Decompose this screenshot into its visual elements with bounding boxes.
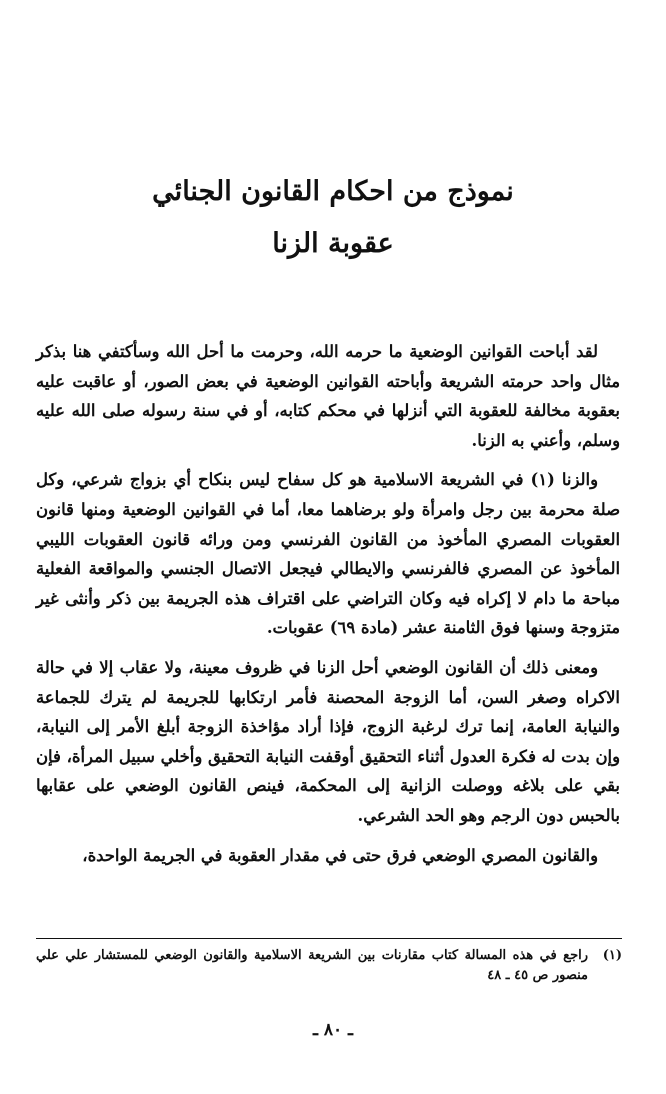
body-text — [36, 337, 620, 880]
footnote-divider — [36, 938, 622, 939]
footnote-marker: (١) — [602, 948, 622, 963]
section-subtitle: عقوبة الزنا — [272, 228, 394, 259]
paragraph-4: والقانون المصري الوضعي فرق حتى في مقدار العقوبة في الجريمة الواحدة، — [82, 845, 598, 865]
page-number: ـ ٨٠ ـ — [312, 1020, 354, 1040]
footnote — [36, 946, 622, 986]
paragraph-2: والزنا (١) في الشريعة الاسلامية هو كل سفاح ليس بنكاح أي بزواج شرعي، وكل صلة محرمة بين رجل وامرأة ولو برضاهما معا، أما في القوانين الوضعية ومنها قانون العقوبات المصري المأخوذ من القانون الفرنسي ومن ورائه قانون العقوبات الليبي المأخوذ عن المصري فالفرنسي والايطالي فيجعل الاتصال الجنسي والمواقعة الفعلية مباحة ما دام لا إكراه فيه وكان التراضي على اقتراف هذه الجريمة بين ذكر وأنثى غير متزوجة وسنها فوق الثامنة عشر (مادة ٦٩) عقوبات. — [36, 470, 620, 638]
footnote-text: راجع في هذه المسالة كتاب مقارنات بين الشريعة الاسلامية والقانون الوضعي للمستشار علي علي منصور ص ٤٥ ـ ٤٨ — [36, 948, 588, 983]
paragraph-3: ومعنى ذلك أن القانون الوضعي أحل الزنا في ظروف معينة، ولا عقاب إلا في حالة الاكراه وصغر السن، أما الزوجة المحصنة فأمر ارتكابها للجريمة لم يترك للجماعة والنيابة العامة، إنما ترك لرغبة الزوج، فإذا أراد مؤاخذة الزوجة أبلغ الأمر إلى النيابة، وإن بدت له فكرة العدول أثناء التحقيق أوقفت النيابة التحقيق وأخلي سبيل المرأة، فإن بقي على بلاغه ووصلت الزانية إلى المحكمة، فينص القانون الوضعي على عقابها بالحبس دون الرجم وهو الحد الشرعي. — [36, 657, 620, 825]
chapter-title: نموذج من احكام القانون الجنائي — [152, 176, 514, 207]
paragraph-1: لقد أباحت القوانين الوضعية ما حرمه الله، وحرمت ما أحل الله وسأكتفي هنا بذكر مثال واحد حرمته الشريعة وأباحته القوانين الوضعية في بعض الصور، أو عاقبت عليه بعقوبة مخالفة للعقوبة التي أنزلها في محكم كتابه، أو في سنة رسوله صلى الله عليه وسلم، وأعني به الزنا. — [36, 342, 620, 450]
